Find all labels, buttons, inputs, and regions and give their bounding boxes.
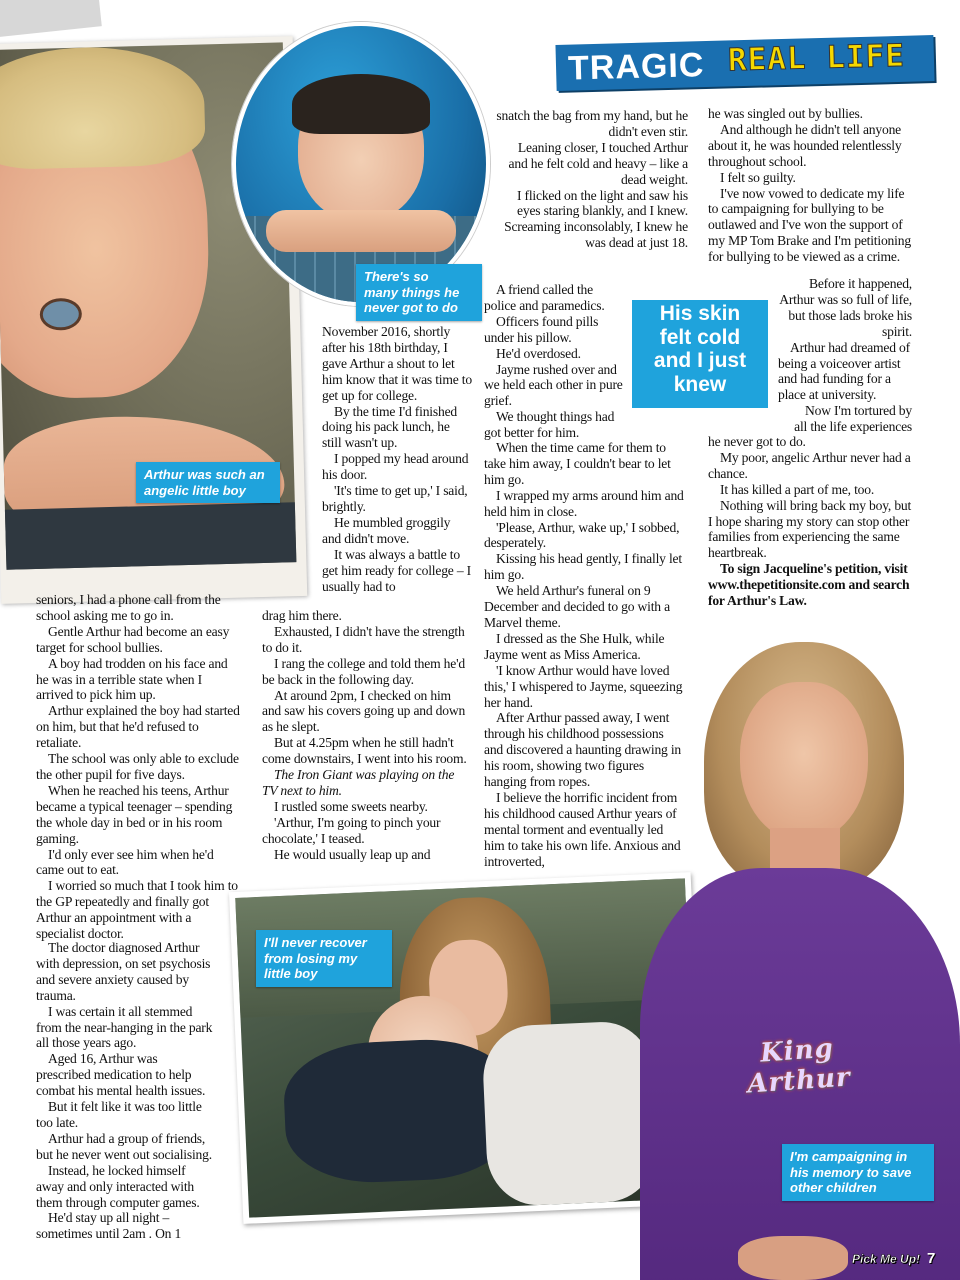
paragraph: Officers found pills under his pillow. xyxy=(484,313,599,345)
paragraph: The Iron Giant was playing on the TV next to him. xyxy=(262,767,455,798)
petition-info: To sign Jacqueline's petition, visit www.thepetitionsite.com and search for Arthur's Law. xyxy=(708,561,910,609)
paragraph: When the time came for them to take him away, I couldn't bear to let him go. xyxy=(484,440,671,487)
paragraph: He'd overdosed. xyxy=(496,345,581,361)
paragraph: Aged 16, Arthur was prescribed medication to help combat his mental health issues. xyxy=(36,1051,206,1099)
tshirt-logo: King Arthur xyxy=(746,1033,852,1100)
paragraph: Arthur had dreamed of being a voiceover artist and had funding for a place at university. xyxy=(778,339,910,403)
paragraph: He would usually leap up and xyxy=(274,846,431,862)
brand-logo: Pick Me Up! xyxy=(852,1252,921,1266)
paragraph: snatch the bag from my hand, but he didn't even stir. xyxy=(496,108,688,139)
boy-arms xyxy=(266,210,456,252)
paragraph: I've now vowed to dedicate my life to campaigning for bullying to be outlawed and I've won the support of my MP Tom Brake and I'm petitioning for bullying to be viewed as a crime. xyxy=(708,185,911,265)
paragraph: He'd stay up all night – sometimes until 2am . On 1 xyxy=(36,1210,182,1242)
paragraph: Exhausted, I didn't have the strength to do it. xyxy=(262,623,465,655)
paragraph: 'I know Arthur would have loved this,' I whispered to Jayme, squeezing her hand. xyxy=(484,662,683,710)
paragraph: Now I'm tortured by all the life experiences xyxy=(794,403,912,435)
caption-pool: There's so many things he never got to do xyxy=(356,264,482,321)
column-4-top xyxy=(708,106,912,265)
paragraph: I wrapped my arms around him and held him in close. xyxy=(484,487,684,519)
paragraph: drag him there. xyxy=(262,608,342,623)
baby-clothes xyxy=(282,1036,518,1186)
paragraph: Screaming inconsolably, I knew he was dead at just 18. xyxy=(504,219,688,251)
paragraph: It has killed a part of me, too. xyxy=(720,481,875,497)
paragraph: He mumbled groggily and didn't move. xyxy=(322,514,451,546)
column-1 xyxy=(36,592,242,942)
toddler-hair xyxy=(0,44,206,170)
paragraph: At around 2pm, I checked on him and saw his covers going up and down as he slept. xyxy=(262,687,466,735)
paragraph: We held Arthur's funeral on 9 December and decided to go with a Marvel theme. xyxy=(484,583,670,630)
column-4-mid xyxy=(778,276,912,435)
paragraph: But at 4.25pm when he still hadn't come downstairs, I went into his room. xyxy=(262,735,467,767)
column-3-top xyxy=(488,108,688,251)
paragraph: Before it happened, Arthur was so full of life, but those lads broke his spirit. xyxy=(779,276,912,339)
paragraph: Instead, he locked himself away and only interacted with them through computer games. xyxy=(36,1162,200,1210)
paragraph: I worried so much that I took him to the GP repeatedly and finally got Arthur an appointment with a specialist doctor. xyxy=(36,878,238,942)
paragraph: he was singled out by bullies. xyxy=(708,106,863,121)
paragraph: 'Please, Arthur, wake up,' I sobbed, desperately. xyxy=(484,519,680,551)
paragraph: I dressed as the She Hulk, while Jayme went as Miss America. xyxy=(484,630,665,662)
column-2-top xyxy=(322,324,472,594)
paragraph: Arthur explained the boy had started on him, but that he'd refused to retaliate. xyxy=(36,703,240,751)
paragraph: I felt so guilty. xyxy=(720,169,796,185)
paragraph: 'Arthur, I'm going to pinch your chocolate,' I teased. xyxy=(262,814,441,846)
paragraph: I rustled some sweets nearby. xyxy=(274,798,428,814)
paragraph: I was certain it all stemmed from the near-hanging in the park all those years ago. xyxy=(36,1003,213,1051)
column-4-bottom xyxy=(708,434,912,609)
paragraph: seniors, I had a phone call from the school asking me to go in. xyxy=(36,592,221,623)
paragraph: My poor, angelic Arthur never had a chance. xyxy=(708,449,911,481)
paragraph: I flicked on the light and saw his eyes staring blankly, and I knew. xyxy=(516,187,688,219)
paragraph: Jayme rushed over and we held each other in pure grief. xyxy=(484,361,623,409)
paragraph: he never got to do. xyxy=(708,434,806,449)
paragraph: I rang the college and told them he'd be back in the following day. xyxy=(262,655,465,687)
page-number: 7 xyxy=(927,1250,936,1267)
caption-campaign: I'm campaigning in his memory to save other children xyxy=(782,1144,934,1201)
paragraph: We thought things had got better for him. xyxy=(484,409,615,441)
paragraph: By the time I'd finished doing his pack lunch, he still wasn't up. xyxy=(322,403,457,451)
toddler-shirt xyxy=(0,502,296,570)
paragraph: A friend called the police and paramedics. xyxy=(484,282,605,313)
boy-hair xyxy=(292,74,430,134)
paragraph: Nothing will bring back my boy, but I hope sharing my story can stop other families from experiencing the same heartbreak. xyxy=(708,497,912,561)
header-real-life: REAL LIFE xyxy=(727,37,906,79)
paragraph: But it felt like it was too little too late. xyxy=(36,1099,202,1130)
corner-tab xyxy=(0,0,102,38)
paragraph: A boy had trodden on his face and he was in a terrible state when I arrived to pick him up. xyxy=(36,655,228,703)
paragraph: Leaning closer, I touched Arthur and he felt cold and heavy – like a dead weight. xyxy=(508,139,688,187)
paragraph: I popped my head around his door. xyxy=(322,451,469,483)
header-tragic: TRAGIC xyxy=(567,46,705,88)
column-3-mid xyxy=(484,282,626,441)
column-2-bottom xyxy=(262,608,472,863)
caption-mother-baby: I'll never recover from losing my little boy xyxy=(256,930,392,987)
paragraph: The school was only able to exclude the other pupil for five days. xyxy=(36,751,239,782)
caption-toddler: Arthur was such an angelic little boy xyxy=(136,462,280,503)
paragraph: I believe the horrific incident from his childhood caused Arthur years of mental torment and eventually led him to take his own life. Anxious and introverted, xyxy=(484,789,681,869)
campaigner-hands xyxy=(738,1236,848,1280)
paragraph: Gentle Arthur had become an easy target for school bullies. xyxy=(36,623,230,655)
paragraph: After Arthur passed away, I went through his childhood possessions and discovered a haunting drawing in his room, showing two figures hanging from ropes. xyxy=(484,710,682,790)
paragraph: And although he didn't tell anyone about it, he was hounded relentlessly throughout school. xyxy=(708,121,902,169)
footer xyxy=(852,1250,952,1274)
paragraph: It was always a battle to get him ready for college – I usually had to xyxy=(322,546,471,594)
paragraph: The doctor diagnosed Arthur with depression, on set psychosis and severe anxiety caused by trauma. xyxy=(36,940,211,1003)
pull-quote: His skin felt cold and I just knew xyxy=(632,300,768,408)
paragraph: Arthur had a group of friends, but he never went out socialising. xyxy=(36,1130,212,1162)
paragraph: 'It's time to get up,' I said, brightly. xyxy=(322,483,468,514)
section-header xyxy=(555,35,934,91)
paragraph: Kissing his head gently, I finally let him go. xyxy=(484,551,682,583)
paragraph: November 2016, shortly after his 18th birthday, I gave Arthur a shout to let him know that it was time to get up for college. xyxy=(322,324,472,403)
column-1-narrow xyxy=(36,940,214,1242)
campaigner-face xyxy=(740,682,868,842)
paragraph: I'd only ever see him when he'd came out to eat. xyxy=(36,846,214,878)
paragraph: When he reached his teens, Arthur became a typical teenager – spending the whole day in bed or in his room gaming. xyxy=(36,782,233,846)
